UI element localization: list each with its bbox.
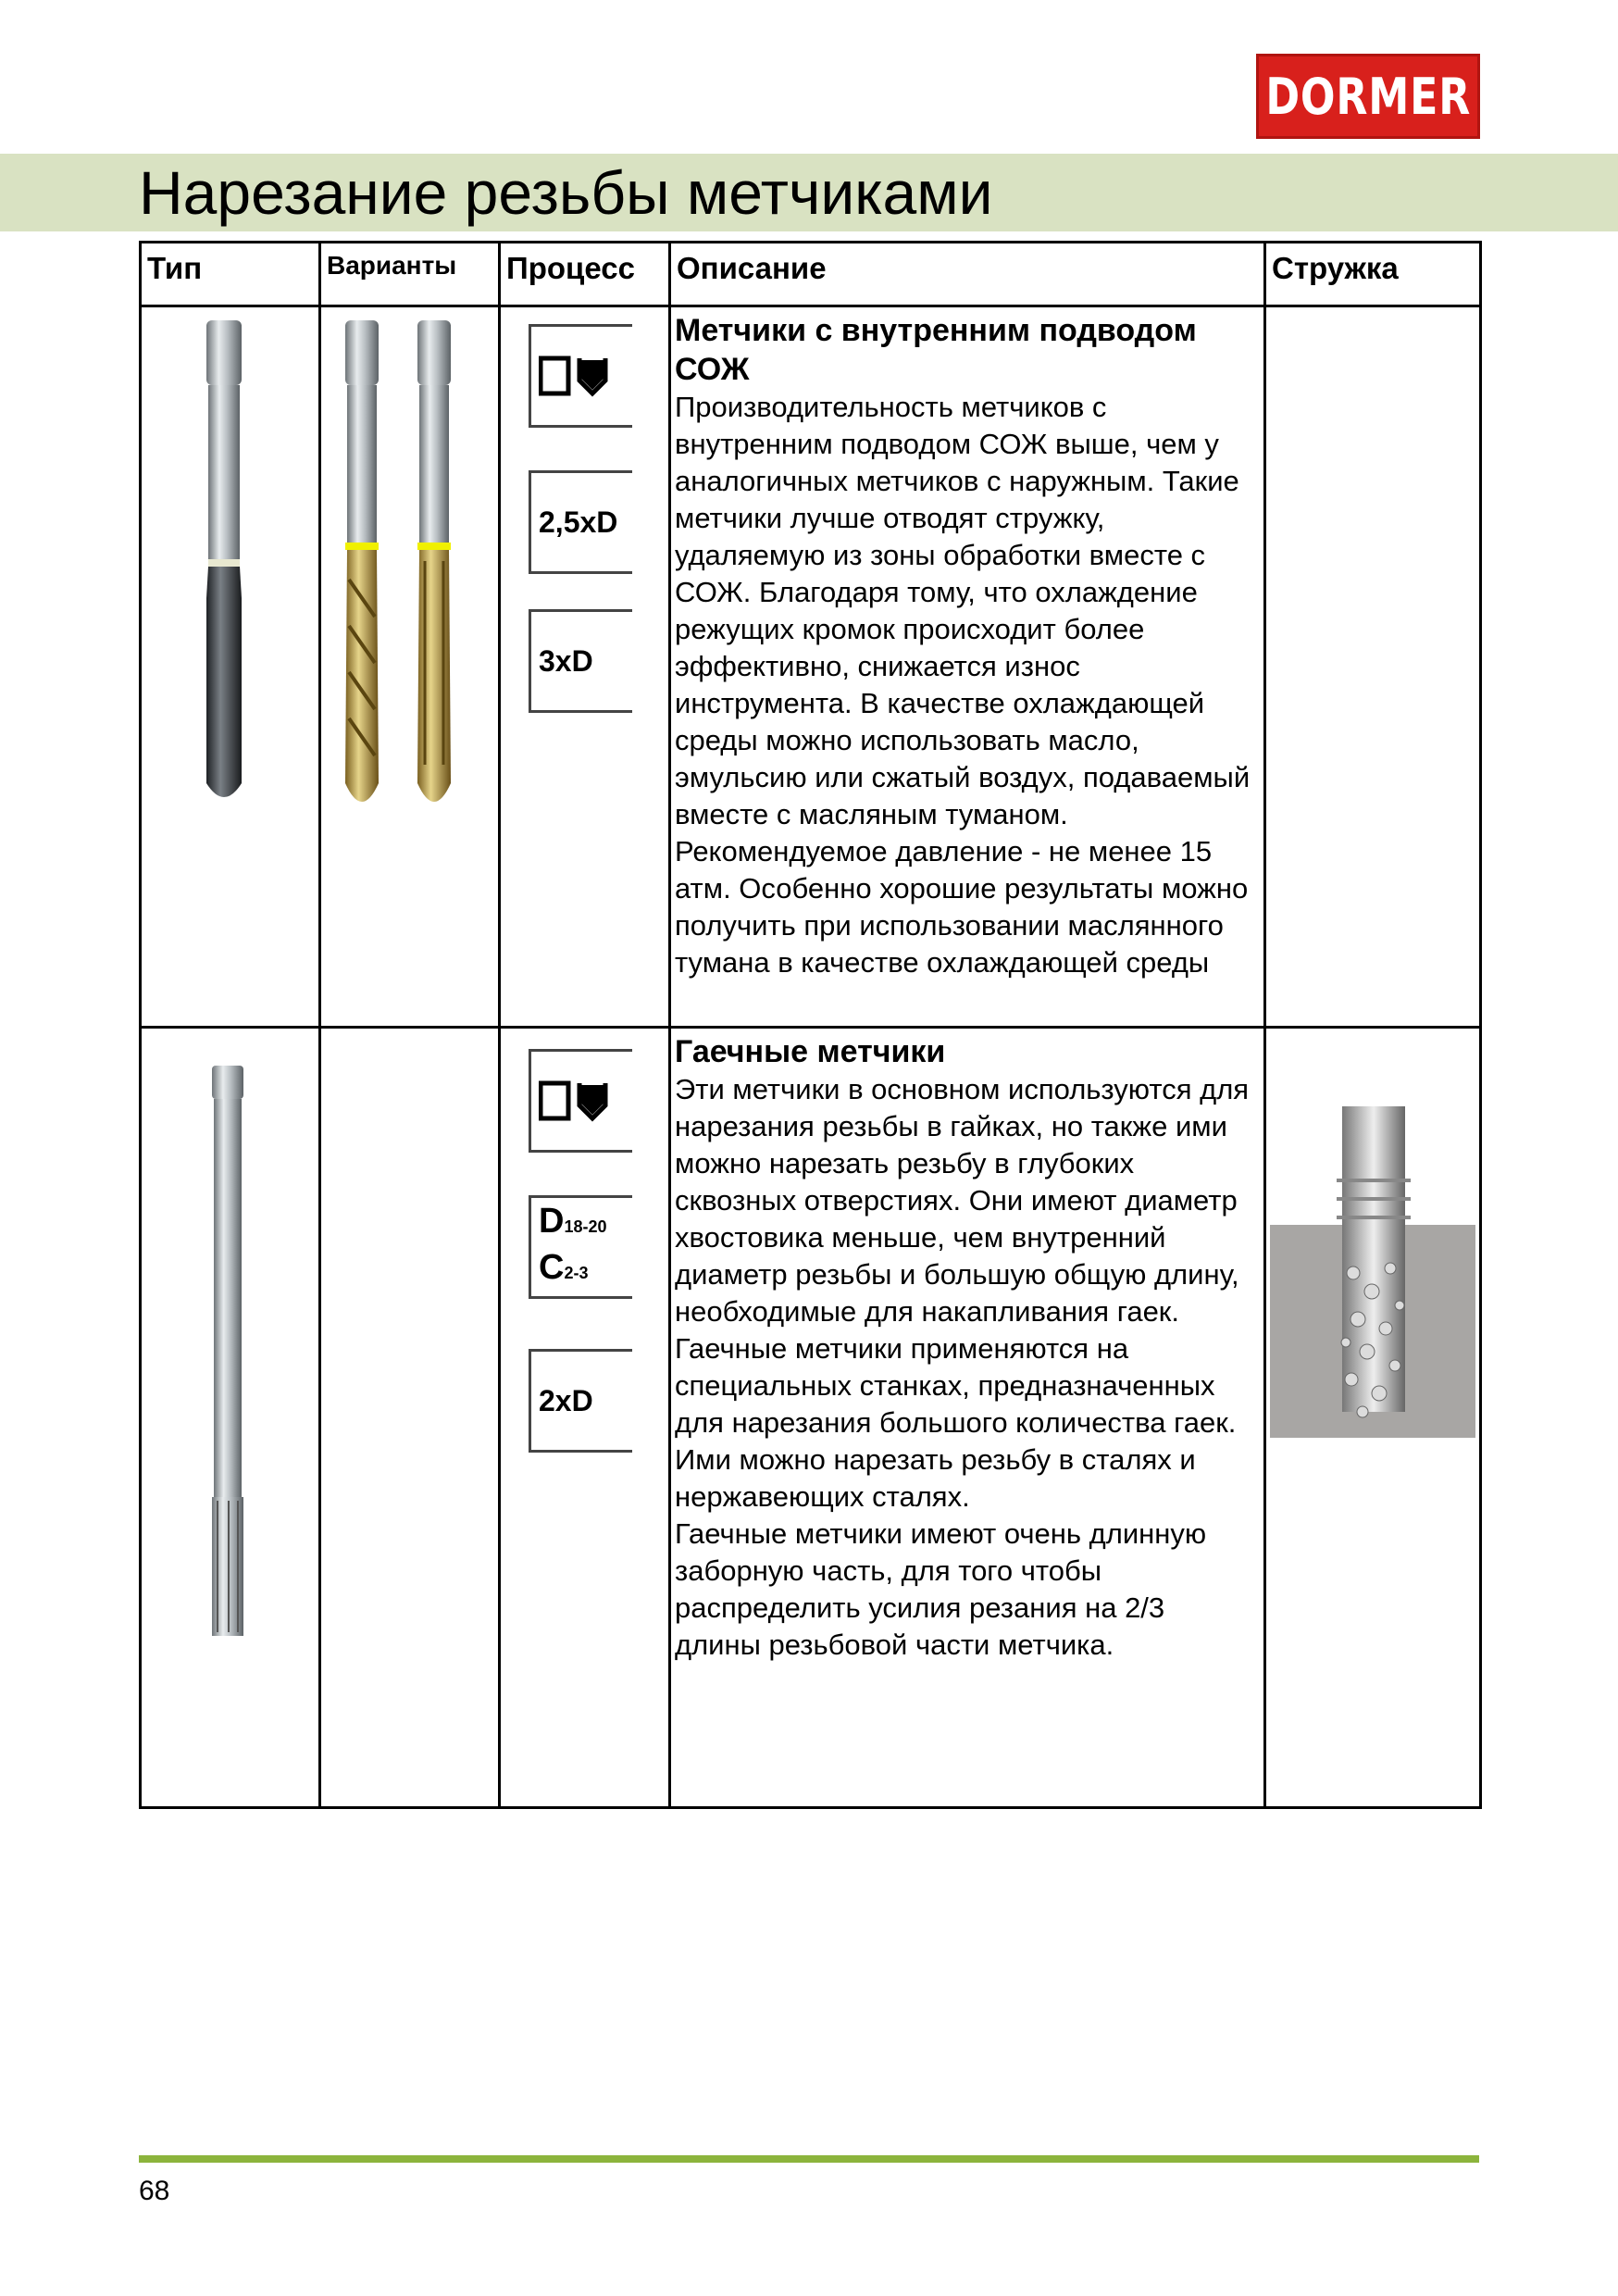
internal-coolant-tap-image <box>142 320 321 839</box>
depth-3xd-icon: 3xD <box>529 609 632 713</box>
through-blind-hole-icon <box>529 1049 632 1153</box>
table-header-row <box>141 243 1481 306</box>
through-blind-hole-icon <box>529 324 632 428</box>
header-chips: Стружка <box>1265 243 1481 306</box>
type-cell <box>141 306 320 1028</box>
tap-description-p2: Гаечные метчики применяются на специальных станках, предназначенных для нарезания большого количества гаек. Ими можно нарезать резьбу в сталях и нержавеющих сталях. <box>675 1332 1237 1513</box>
type-cell <box>141 1028 320 1808</box>
footer-divider <box>139 2155 1479 2163</box>
tap-types-table <box>139 241 1482 1809</box>
nut-tap-chip-image <box>1270 1106 1480 1440</box>
table-row <box>141 306 1481 1028</box>
tap-description: Производительность метчиков с внутренним подводом СОЖ выше, чем у аналогичных метчиков с наружным. Такие метчики лучше отводят стружку, удаляемую из зоны обработки вместе с СОЖ. Благодаря тому, что охлаждение режущих кромок происходит более эффективно, снижается износ инструмента. В качестве охлаждающей среды можно использовать масло, эмульсию или сжатый воздух, подаваемый вместе с масляным туманом. Рекомендуемое давление - не менее 15 атм. Особенно хорошие результаты можно получить при использовании маслянного тумана в качестве охлаждающей среды <box>675 391 1251 979</box>
logo-text: DORMER <box>1265 67 1471 126</box>
header-variants: Варианты <box>320 243 500 306</box>
header-process: Процесс <box>500 243 670 306</box>
coated-tap-variants-image <box>321 320 501 839</box>
variants-cell <box>320 1028 500 1808</box>
header-description: Описание <box>670 243 1265 306</box>
depth-2xd-icon: 2xD <box>529 1349 632 1453</box>
dormer-logo <box>1256 54 1480 139</box>
tap-title: Гаечные метчики <box>675 1034 946 1069</box>
tap-description-p1: Эти метчики в основном используются для нарезания резьбы в гайках, но также ими можно нарезать резьбу в глубоких сквозных отверстиях. Они имеют диаметр хвостовика меньше, чем внутренний диаметр резьбы и большую общую длину, необходимые для накапливания гаек. <box>675 1073 1250 1328</box>
page-title: Нарезание резьбы метчиками <box>139 158 993 227</box>
variants-cell <box>320 306 500 1028</box>
nut-tap-image <box>142 1066 321 1640</box>
description-cell <box>670 306 1265 1028</box>
tap-title: Метчики с внутренним подводом СОЖ <box>675 313 1197 387</box>
page-number: 68 <box>139 2176 170 2206</box>
chips-cell <box>1265 1028 1481 1808</box>
description-cell <box>670 1028 1265 1808</box>
table-row <box>141 1028 1481 1808</box>
header-type: Тип <box>141 243 320 306</box>
process-cell <box>500 306 670 1028</box>
tap-description-p3: Гаечные метчики имеют очень длинную заборную часть, для того чтобы распределить усилия резания на 2/3 длины резьбовой части метчика. <box>675 1517 1207 1661</box>
depth-2-5xd-icon: 2,5xD <box>529 470 632 574</box>
process-cell <box>500 1028 670 1808</box>
chamfer-dc-icon: D18-20 C2-3 <box>529 1195 632 1299</box>
chips-cell <box>1265 306 1481 1028</box>
